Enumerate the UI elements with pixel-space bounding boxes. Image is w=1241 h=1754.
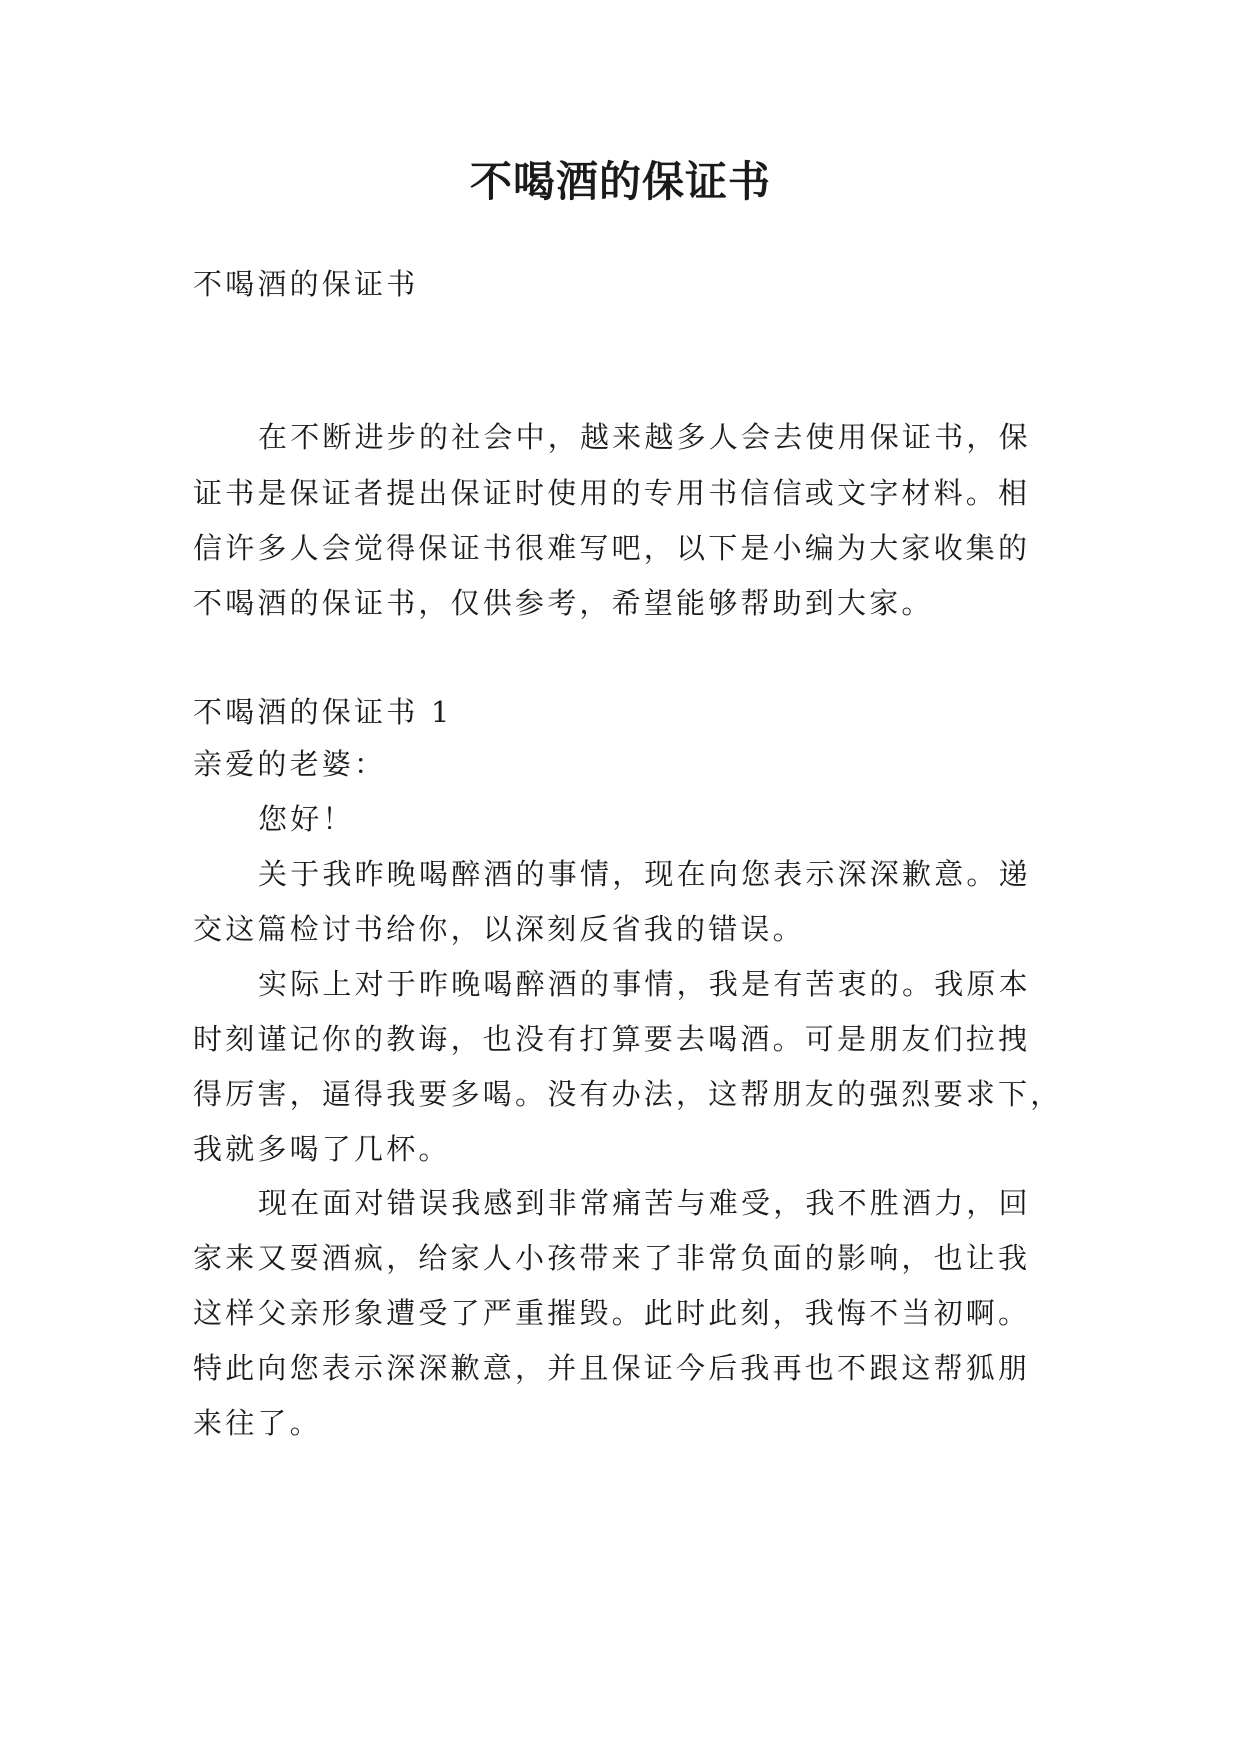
document-title: 不喝酒的保证书: [469, 157, 771, 206]
intro-line: 信许多人会觉得保证书很难写吧，以下是小编为大家收集的: [193, 531, 1031, 565]
salutation: 亲爱的老婆：: [193, 747, 387, 781]
greeting: 您好！: [258, 802, 355, 836]
paragraph-line: 交这篇检讨书给你，以深刻反省我的错误。: [193, 912, 805, 946]
paragraph-line: 我就多喝了几杯。: [193, 1132, 451, 1166]
intro-line: 在不断进步的社会中，越来越多人会去使用保证书，保: [258, 420, 1031, 454]
section-heading: 不喝酒的保证书 1: [193, 695, 453, 729]
paragraph-line: 关于我昨晚喝醉酒的事情，现在向您表示深深歉意。递: [258, 857, 1031, 891]
paragraph-line: 实际上对于昨晚喝醉酒的事情，我是有苦衷的。我原本: [258, 967, 1031, 1001]
intro-line: 证书是保证者提出保证时使用的专用书信信或文字材料。相: [193, 476, 1031, 510]
document-subtitle: 不喝酒的保证书: [193, 267, 419, 301]
paragraph-line: 来往了。: [193, 1406, 322, 1440]
paragraph-line: 特此向您表示深深歉意，并且保证今后我再也不跟这帮狐朋: [193, 1351, 1031, 1385]
intro-line: 不喝酒的保证书，仅供参考，希望能够帮助到大家。: [193, 586, 934, 620]
paragraph-line: 现在面对错误我感到非常痛苦与难受，我不胜酒力，回: [258, 1186, 1031, 1220]
paragraph-line: 时刻谨记你的教诲，也没有打算要去喝酒。可是朋友们拉拽: [193, 1022, 1031, 1056]
paragraph-line: 家来又耍酒疯，给家人小孩带来了非常负面的影响，也让我: [193, 1241, 1031, 1275]
paragraph-line: 得厉害，逼得我要多喝。没有办法，这帮朋友的强烈要求下，: [193, 1077, 1063, 1111]
paragraph-line: 这样父亲形象遭受了严重摧毁。此时此刻，我悔不当初啊。: [193, 1296, 1031, 1330]
